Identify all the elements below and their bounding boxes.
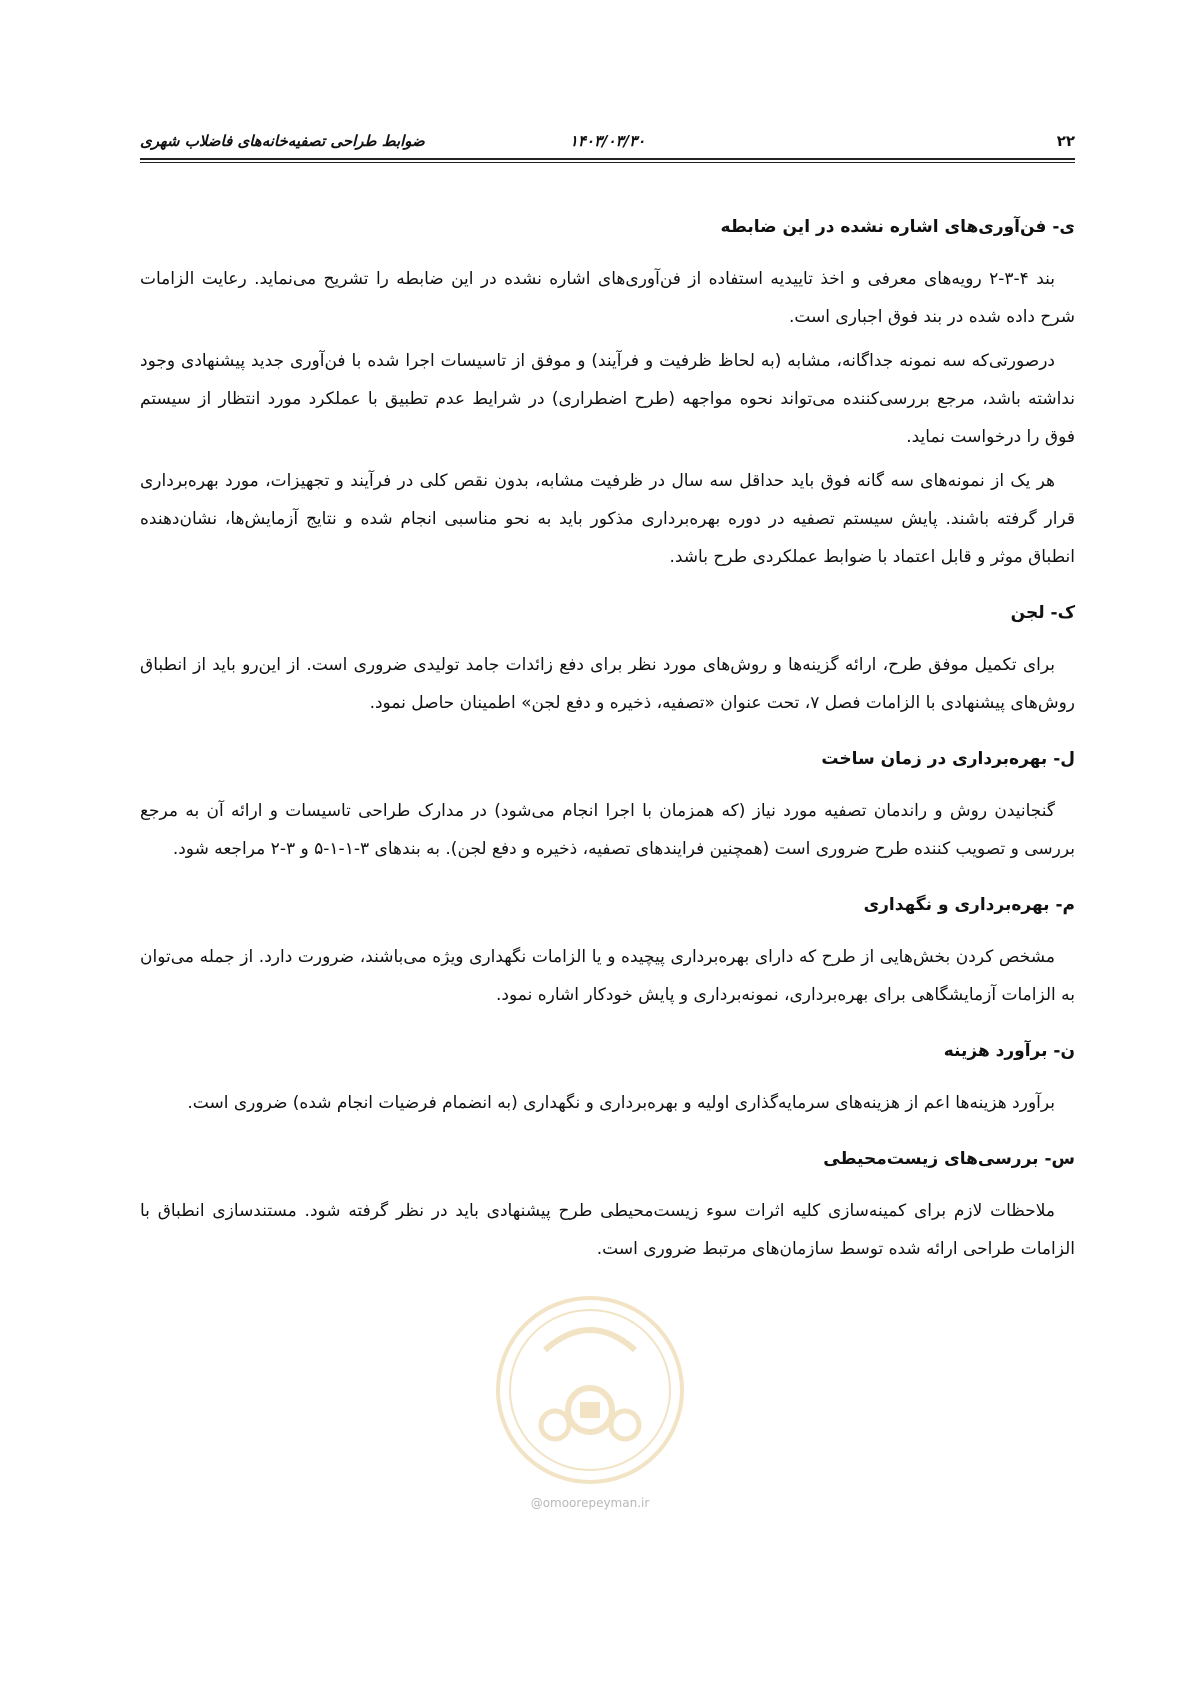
section-technologies [140,208,1075,576]
watermark-site: @omoorepeyman.ir [530,1496,650,1510]
section-operation-maintenance [140,886,1075,1014]
section-title: ی- فن‌آوری‌های اشاره نشده در این ضابطه [720,217,1075,237]
section-cost-estimate [140,1032,1075,1122]
page-header [140,122,1075,152]
section-title: ک- لجن [1010,603,1075,623]
paragraph: گنجانیدن روش و راندمان تصفیه مورد نیاز (که همزمان با اجرا انجام می‌شود) در مدارک طراحی تاسیسات و ارائه آن به مرجع بررسی و تصویب کننده طرح ضروری است (همچنین فرایندهای تصفیه، ذخیره و دفع لجن). به بندهای ۳-۱-۱-۵ و ۳-۲ مراجعه شود. [140,801,1075,859]
section-title: س- بررسی‌های زیست‌محیطی [823,1149,1075,1169]
section-environmental [140,1140,1075,1268]
paragraph: درصورتی‌که سه نمونه جداگانه، مشابه (به لحاظ ظرفیت و فرآیند) و موفق از تاسیسات اجرا شده با فن‌آوری جدید پیشنهادی وجود نداشته باشد، مرجع بررسی‌کننده می‌تواند نحوه مواجهه (طرح اضطراری) در شرایط عدم تطبیق با عملکرد مورد انتظار از سیستم فوق را درخواست نماید. [140,351,1075,447]
paragraph: ملاحظات لازم برای کمینه‌سازی کلیه اثرات سوء زیست‌محیطی طرح پیشنهادی باید در نظر گرفته شود. مستندسازی انطباق با الزامات طراحی ارائه شده توسط سازمان‌های مرتبط ضروری است. [140,1201,1075,1259]
page-number: ۲۲ [1056,132,1075,150]
section-sludge [140,594,1075,722]
header-date: ۱۴۰۳/۰۳/۳۰ [569,132,646,150]
paragraph: بند ۴-۳-۲ رویه‌های معرفی و اخذ تاییدیه استفاده از فن‌آوری‌های اشاره نشده در این ضابطه را تشریح می‌نماید. رعایت الزامات شرح داده شده در بند فوق اجباری است. [140,269,1075,327]
header-rule [140,158,1075,160]
document-body [140,208,1075,1286]
section-construction-operation [140,740,1075,868]
section-title: م- بهره‌برداری و نگهداری [863,895,1075,915]
section-title: ل- بهره‌برداری در زمان ساخت [821,749,1075,769]
paragraph: مشخص کردن بخش‌هایی از طرح که دارای بهره‌برداری پیچیده و یا الزامات نگهداری ویژه می‌باشند، ضرورت دارد. از جمله می‌توان به الزامات آزمایشگاهی برای بهره‌برداری، نمونه‌برداری و پایش خودکار اشاره نمود. [140,947,1075,1005]
paragraph: هر یک از نمونه‌های سه گانه فوق باید حداقل سه سال در ظرفیت مشابه، بدون نقص کلی در فرآیند و تجهیزات، مورد بهره‌برداری قرار گرفته باشند. پایش سیستم تصفیه در دوره بهره‌برداری مذکور باید به نحو مناسبی انجام شده و نتایج آزمایش‌ها، نشان‌دهنده انطباق موثر و قابل اعتماد با ضوابط عملکردی طرح باشد. [140,471,1075,567]
section-title: ن- برآورد هزینه [943,1041,1075,1061]
paragraph: برآورد هزینه‌ها اعم از هزینه‌های سرمایه‌گذاری اولیه و بهره‌برداری و نگهداری (به انضمام فرضیات انجام شده) ضروری است. [187,1093,1055,1113]
paragraph: برای تکمیل موفق طرح، ارائه گزینه‌ها و روش‌های مورد نظر برای دفع زائدات جامد تولیدی ضروری است. از این‌رو باید از انطباق روش‌های پیشنهادی با الزامات فصل ۷، تحت عنوان «تصفیه، ذخیره و دفع لجن» اطمینان حاصل نمود. [140,655,1075,713]
header-rule-thin [140,162,1075,163]
header-title: ضوابط طراحی تصفیه‌خانه‌های فاضلاب شهری [140,132,425,150]
watermark-logo-icon [490,1290,690,1490]
